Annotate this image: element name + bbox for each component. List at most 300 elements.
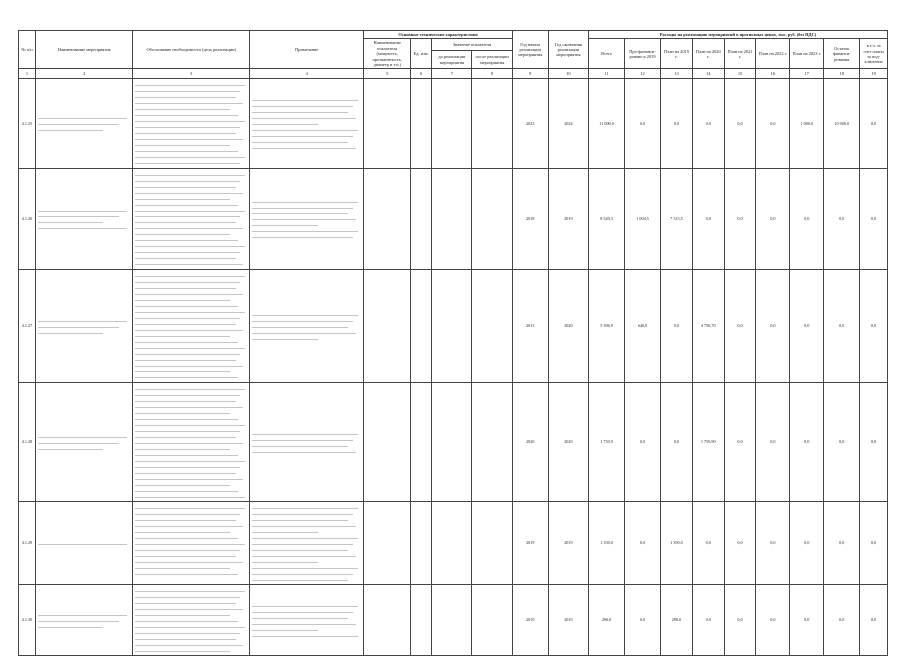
plan-2023-cell: 0,0 <box>790 269 824 382</box>
remaining-cell: 0,0 <box>824 501 860 584</box>
text-line-placeholder <box>135 452 238 456</box>
column-number: 17 <box>790 69 824 79</box>
plan-2019-cell: 0,0 <box>661 79 693 168</box>
plan-2023-cell: 1 000,0 <box>790 79 824 168</box>
text-line-placeholder <box>38 122 119 126</box>
plan-2023-cell: 0,0 <box>790 382 824 501</box>
text-line-placeholder <box>252 541 353 545</box>
text-line-placeholder <box>135 410 230 414</box>
text-line-placeholder <box>252 449 356 453</box>
illegible-text-block <box>38 208 130 230</box>
tech-unit-cell <box>411 382 432 501</box>
text-line-placeholder <box>135 190 242 194</box>
justification-cell <box>133 79 250 168</box>
incl-payment-cell: 0,0 <box>860 501 888 584</box>
text-line-placeholder <box>135 571 238 575</box>
text-line-placeholder <box>135 161 240 165</box>
text-line-placeholder <box>135 333 230 337</box>
note-cell <box>249 168 363 269</box>
note-cell <box>249 382 363 501</box>
cost-total-cell: 1 350,0 <box>589 501 625 584</box>
note-cell <box>249 585 363 656</box>
header-tech-unit: Ед. изм. <box>411 39 432 69</box>
cost-financed-cell: 0,0 <box>625 79 661 168</box>
row-number-cell: 4.1.25 <box>19 79 36 168</box>
text-line-placeholder <box>135 517 235 521</box>
cost-financed-cell: 640,0 <box>625 269 661 382</box>
text-line-placeholder <box>135 589 244 593</box>
text-line-placeholder <box>135 476 242 480</box>
text-line-placeholder <box>135 303 238 307</box>
header-incl-payment: в т.ч. за счет платы за под-ключение <box>860 39 888 69</box>
text-line-placeholder <box>135 137 242 141</box>
text-line-placeholder <box>252 615 348 619</box>
table-row <box>19 269 888 382</box>
text-line-placeholder <box>135 208 244 212</box>
text-line-placeholder <box>135 529 230 533</box>
year-end-cell: 2019 <box>548 585 588 656</box>
text-line-placeholder <box>135 244 244 248</box>
plan-2020-cell: 1 750,90 <box>692 382 724 501</box>
header-tech-group: Основные технические характеристики <box>364 31 512 39</box>
plan-2019-cell: 0,0 <box>661 269 693 382</box>
header-cost-financed: Про-финанси-ровано к 2019 <box>625 39 661 69</box>
cost-total-cell: 290,0 <box>589 585 625 656</box>
text-line-placeholder <box>135 505 244 509</box>
row-number-cell: 4.1.28 <box>19 382 36 501</box>
text-line-placeholder <box>252 336 318 340</box>
table-body <box>19 79 888 656</box>
illegible-text-block <box>252 199 361 239</box>
illegible-text-block <box>38 116 130 132</box>
text-line-placeholder <box>135 434 235 438</box>
measure-name-cell <box>35 382 132 501</box>
header-no: № п/п <box>19 31 36 69</box>
plan-2019-cell: 7 315,5 <box>661 168 693 269</box>
illegible-text-block <box>252 505 361 580</box>
column-number: 7 <box>432 69 472 79</box>
text-line-placeholder <box>135 642 242 646</box>
text-line-placeholder <box>135 648 230 652</box>
text-line-placeholder <box>252 535 358 539</box>
text-line-placeholder <box>135 83 244 87</box>
text-line-placeholder <box>252 134 353 138</box>
text-line-placeholder <box>252 122 318 126</box>
note-cell <box>249 79 363 168</box>
plan-2022-cell: 0,0 <box>756 269 790 382</box>
tech-before-cell <box>432 79 472 168</box>
row-number-cell: 4.1.27 <box>19 269 36 382</box>
illegible-text-block <box>38 541 130 545</box>
text-line-placeholder <box>135 422 244 426</box>
text-line-placeholder <box>38 128 103 132</box>
text-line-placeholder <box>38 324 119 328</box>
plan-2022-cell: 0,0 <box>756 585 790 656</box>
tech-name-cell <box>364 269 411 382</box>
text-line-placeholder <box>135 618 238 622</box>
year-end-cell: 2024 <box>548 79 588 168</box>
header-tech-after: после реализации мероприятия <box>472 50 512 69</box>
plan-2022-cell: 0,0 <box>756 79 790 168</box>
plan-2023-cell: 0,0 <box>790 585 824 656</box>
text-line-placeholder <box>135 636 235 640</box>
text-line-placeholder <box>135 131 235 135</box>
cost-total-cell: 5 396,9 <box>589 269 625 382</box>
text-line-placeholder <box>252 511 353 515</box>
column-number: 15 <box>724 69 756 79</box>
text-line-placeholder <box>252 529 318 533</box>
text-line-placeholder <box>38 440 119 444</box>
tech-unit-cell <box>411 168 432 269</box>
text-line-placeholder <box>252 211 348 215</box>
text-line-placeholder <box>135 232 230 236</box>
text-line-placeholder <box>252 553 356 557</box>
text-line-placeholder <box>135 327 242 331</box>
column-number: 13 <box>661 69 693 79</box>
text-line-placeholder <box>252 565 358 569</box>
justification-cell <box>133 382 250 501</box>
text-line-placeholder <box>38 446 103 450</box>
table-row <box>19 585 888 656</box>
incl-payment-cell: 0,0 <box>860 79 888 168</box>
text-line-placeholder <box>38 434 127 438</box>
text-line-placeholder <box>135 155 244 159</box>
illegible-text-block <box>135 505 247 574</box>
plan-2023-cell: 0,0 <box>790 168 824 269</box>
text-line-placeholder <box>135 482 230 486</box>
investment-program-table <box>18 30 888 656</box>
illegible-text-block <box>135 386 247 497</box>
cost-financed-cell: 0,0 <box>625 585 661 656</box>
column-number: 3 <box>133 69 250 79</box>
text-line-placeholder <box>135 595 240 599</box>
remaining-cell: 0,0 <box>824 168 860 269</box>
illegible-text-block <box>252 431 361 453</box>
note-cell <box>249 501 363 584</box>
row-number-cell: 4.1.26 <box>19 168 36 269</box>
column-number: 16 <box>756 69 790 79</box>
text-line-placeholder <box>135 547 240 551</box>
text-line-placeholder <box>135 541 244 545</box>
tech-unit-cell <box>411 269 432 382</box>
text-line-placeholder <box>135 214 240 218</box>
text-line-placeholder <box>252 627 318 631</box>
text-line-placeholder <box>38 226 127 230</box>
text-line-placeholder <box>135 601 235 605</box>
plan-2021-cell: 0,0 <box>724 269 756 382</box>
text-line-placeholder <box>135 553 235 557</box>
illegible-text-block <box>38 612 130 628</box>
column-number: 10 <box>548 69 588 79</box>
text-line-placeholder <box>38 208 127 212</box>
text-line-placeholder <box>135 262 242 266</box>
justification-cell <box>133 501 250 584</box>
column-number: 2 <box>35 69 132 79</box>
text-line-placeholder <box>252 199 358 203</box>
text-line-placeholder <box>135 559 242 563</box>
text-line-placeholder <box>38 541 127 545</box>
text-line-placeholder <box>135 416 238 420</box>
tech-name-cell <box>364 168 411 269</box>
remaining-cell: 10 000,0 <box>824 79 860 168</box>
cost-financed-cell: 0,0 <box>625 501 661 584</box>
text-line-placeholder <box>252 621 356 625</box>
text-line-placeholder <box>135 357 235 361</box>
text-line-placeholder <box>135 470 235 474</box>
text-line-placeholder <box>252 98 358 102</box>
cost-financed-cell: 0,0 <box>625 382 661 501</box>
header-tech-before: до реализации мероприятия <box>432 50 472 69</box>
text-line-placeholder <box>135 464 240 468</box>
plan-2022-cell: 0,0 <box>756 168 790 269</box>
text-line-placeholder <box>135 238 238 242</box>
header-justification: Обоснование необходимости (цель реализации) <box>133 31 250 69</box>
tech-unit-cell <box>411 585 432 656</box>
text-line-placeholder <box>252 571 353 575</box>
text-line-placeholder <box>135 285 235 289</box>
text-line-placeholder <box>135 143 230 147</box>
table-row <box>19 382 888 501</box>
justification-cell <box>133 585 250 656</box>
text-line-placeholder <box>135 494 244 498</box>
year-start-cell: 2018 <box>512 168 548 269</box>
header-tech-values: Значение показателя <box>432 39 513 50</box>
justification-cell <box>133 168 250 269</box>
text-line-placeholder <box>135 220 235 224</box>
text-line-placeholder <box>252 116 356 120</box>
text-line-placeholder <box>135 404 242 408</box>
note-cell <box>249 269 363 382</box>
tech-after-cell <box>472 168 512 269</box>
plan-2020-cell: 4 756,70 <box>692 269 724 382</box>
text-line-placeholder <box>135 321 235 325</box>
plan-2021-cell: 0,0 <box>724 79 756 168</box>
column-number: 1 <box>19 69 36 79</box>
tech-after-cell <box>472 585 512 656</box>
header-costs-group: Расходы на реализацию мероприятий в прогнозных ценах, тыс. руб. (без НДС) <box>589 31 888 39</box>
text-line-placeholder <box>135 458 244 462</box>
tech-after-cell <box>472 269 512 382</box>
plan-2021-cell: 0,0 <box>724 501 756 584</box>
text-line-placeholder <box>135 89 240 93</box>
text-line-placeholder <box>252 609 353 613</box>
incl-payment-cell: 0,0 <box>860 168 888 269</box>
text-line-placeholder <box>135 291 242 295</box>
text-line-placeholder <box>252 603 358 607</box>
column-number-row <box>19 69 888 79</box>
cost-total-cell: 1 750,9 <box>589 382 625 501</box>
column-number: 9 <box>512 69 548 79</box>
incl-payment-cell: 0,0 <box>860 585 888 656</box>
header-year-end: Год окончания реализации мероприятия <box>548 31 588 69</box>
text-line-placeholder <box>135 125 240 129</box>
text-line-placeholder <box>252 110 348 114</box>
plan-2019-cell: 290,0 <box>661 585 693 656</box>
text-line-placeholder <box>38 116 127 120</box>
text-line-placeholder <box>135 375 238 379</box>
plan-2021-cell: 0,0 <box>724 168 756 269</box>
illegible-text-block <box>252 603 361 637</box>
text-line-placeholder <box>135 386 244 390</box>
plan-2020-cell: 0,0 <box>692 79 724 168</box>
text-line-placeholder <box>38 618 119 622</box>
text-line-placeholder <box>252 505 358 509</box>
illegible-text-block <box>135 273 247 378</box>
cost-financed-cell: 1 004,5 <box>625 168 661 269</box>
illegible-text-block <box>252 98 361 149</box>
text-line-placeholder <box>135 345 244 349</box>
text-line-placeholder <box>252 217 356 221</box>
justification-cell <box>133 269 250 382</box>
illegible-text-block <box>252 312 361 340</box>
plan-2022-cell: 0,0 <box>756 382 790 501</box>
cost-total-cell: 8 320,3 <box>589 168 625 269</box>
header-plan-2022: План на 2022 г. <box>756 39 790 69</box>
header-tech-name: Наименование показателя (мощность, протяженность, диаметр и т.п.) <box>364 39 411 69</box>
text-line-placeholder <box>252 318 353 322</box>
text-line-placeholder <box>252 517 348 521</box>
text-line-placeholder <box>135 149 238 153</box>
text-line-placeholder <box>252 324 348 328</box>
illegible-text-block <box>135 83 247 164</box>
text-line-placeholder <box>135 630 240 634</box>
measure-name-cell <box>35 269 132 382</box>
plan-2022-cell: 0,0 <box>756 501 790 584</box>
table-row <box>19 501 888 584</box>
header-year-start: Год начала реализации мероприятия <box>512 31 548 69</box>
illegible-text-block <box>135 589 247 652</box>
year-start-cell: 2023 <box>512 79 548 168</box>
tech-unit-cell <box>411 79 432 168</box>
year-end-cell: 2019 <box>548 501 588 584</box>
text-line-placeholder <box>135 119 244 123</box>
header-plan-2021: План на 2021 г. <box>724 39 756 69</box>
column-number: 11 <box>589 69 625 79</box>
plan-2019-cell: 0,0 <box>661 382 693 501</box>
text-line-placeholder <box>38 214 119 218</box>
plan-2019-cell: 1 350,0 <box>661 501 693 584</box>
tech-before-cell <box>432 585 472 656</box>
column-number: 12 <box>625 69 661 79</box>
text-line-placeholder <box>135 273 244 277</box>
text-line-placeholder <box>135 196 230 200</box>
incl-payment-cell: 0,0 <box>860 269 888 382</box>
text-line-placeholder <box>135 339 238 343</box>
header-plan-2020: План на 2020 г. <box>692 39 724 69</box>
text-line-placeholder <box>135 535 238 539</box>
table-header <box>19 31 888 79</box>
text-line-placeholder <box>135 297 230 301</box>
text-line-placeholder <box>135 398 235 402</box>
measure-name-cell <box>35 501 132 584</box>
text-line-placeholder <box>38 612 127 616</box>
tech-before-cell <box>432 168 472 269</box>
text-line-placeholder <box>135 178 240 182</box>
text-line-placeholder <box>135 363 242 367</box>
text-line-placeholder <box>135 184 235 188</box>
cost-total-cell: 11 000,0 <box>589 79 625 168</box>
text-line-placeholder <box>252 443 348 447</box>
text-line-placeholder <box>38 318 127 322</box>
tech-before-cell <box>432 269 472 382</box>
text-line-placeholder <box>135 315 240 319</box>
text-line-placeholder <box>252 235 353 239</box>
year-end-cell: 2020 <box>548 269 588 382</box>
tech-name-cell <box>364 79 411 168</box>
tech-after-cell <box>472 382 512 501</box>
tech-before-cell <box>432 382 472 501</box>
tech-after-cell <box>472 79 512 168</box>
column-number: 4 <box>249 69 363 79</box>
row-number-cell: 4.1.29 <box>19 501 36 584</box>
text-line-placeholder <box>135 172 244 176</box>
table-row <box>19 168 888 269</box>
plan-2021-cell: 0,0 <box>724 382 756 501</box>
tech-before-cell <box>432 501 472 584</box>
text-line-placeholder <box>135 369 230 373</box>
text-line-placeholder <box>135 101 242 105</box>
text-line-placeholder <box>135 309 244 313</box>
column-number: 14 <box>692 69 724 79</box>
text-line-placeholder <box>135 612 230 616</box>
text-line-placeholder <box>135 226 242 230</box>
header-plan-2023: План на 2023 г. <box>790 39 824 69</box>
row-number-cell: 4.1.30 <box>19 585 36 656</box>
header-plan-2019: План на 2019 г. <box>661 39 693 69</box>
column-number: 5 <box>364 69 411 79</box>
table-row <box>19 79 888 168</box>
measure-name-cell <box>35 168 132 269</box>
text-line-placeholder <box>252 223 318 227</box>
text-line-placeholder <box>135 250 240 254</box>
text-line-placeholder <box>135 428 240 432</box>
illegible-text-block <box>38 434 130 450</box>
text-line-placeholder <box>135 606 242 610</box>
illegible-text-block <box>38 318 130 334</box>
text-line-placeholder <box>135 565 230 569</box>
year-start-cell: 2019 <box>512 501 548 584</box>
remaining-cell: 0,0 <box>824 269 860 382</box>
plan-2023-cell: 0,0 <box>790 501 824 584</box>
text-line-placeholder <box>38 220 103 224</box>
plan-2021-cell: 0,0 <box>724 585 756 656</box>
text-line-placeholder <box>252 128 358 132</box>
year-end-cell: 2019 <box>548 168 588 269</box>
text-line-placeholder <box>252 523 356 527</box>
text-line-placeholder <box>38 624 103 628</box>
text-line-placeholder <box>135 440 242 444</box>
column-number: 19 <box>860 69 888 79</box>
text-line-placeholder <box>252 140 348 144</box>
text-line-placeholder <box>135 392 240 396</box>
header-cost-total: Всего <box>589 39 625 69</box>
tech-name-cell <box>364 382 411 501</box>
text-line-placeholder <box>135 511 240 515</box>
header-measure-name: Наименование мероприятия <box>35 31 132 69</box>
year-start-cell: 2019 <box>512 585 548 656</box>
remaining-cell: 0,0 <box>824 585 860 656</box>
text-line-placeholder <box>135 624 244 628</box>
text-line-placeholder <box>252 104 353 108</box>
measure-name-cell <box>35 585 132 656</box>
column-number: 8 <box>472 69 512 79</box>
tech-after-cell <box>472 501 512 584</box>
text-line-placeholder <box>135 446 230 450</box>
tech-name-cell <box>364 501 411 584</box>
text-line-placeholder <box>252 229 358 233</box>
measure-name-cell <box>35 79 132 168</box>
text-line-placeholder <box>252 547 348 551</box>
